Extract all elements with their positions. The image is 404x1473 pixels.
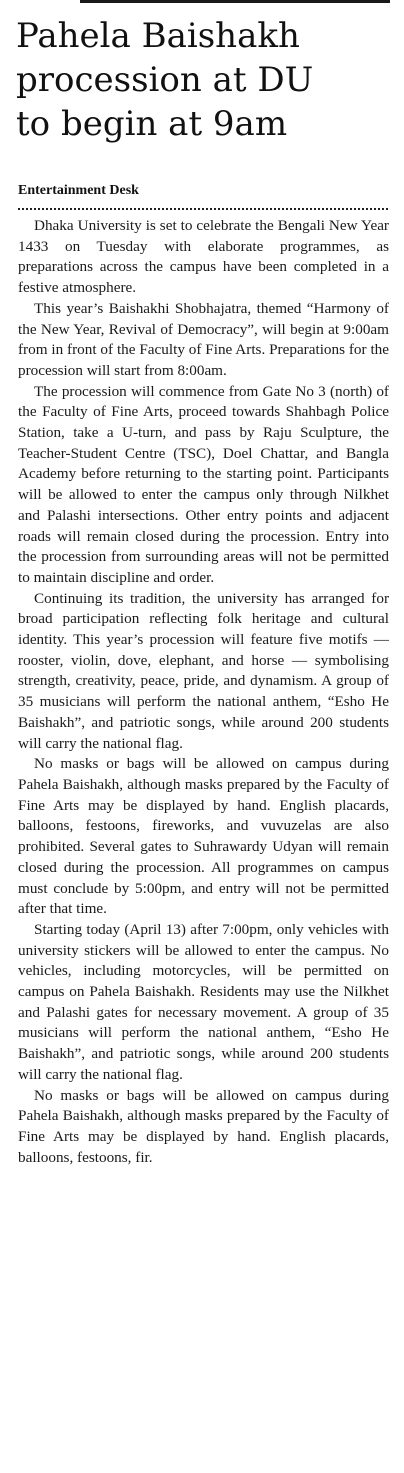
paragraph-1: Dhaka University is set to celebrate the Bengali New Year 1433 on Tuesday with elaborate programmes, as preparations across the campus have been completed in a festive atmosphere. — [18, 217, 389, 297]
headline-line-3: to begin at 9am — [16, 104, 288, 144]
paragraph-3: The procession will commence from Gate No 3 (north) of the Faculty of Fine Arts, proceed towards Shahbagh Police Station, take a U-turn, and pass by Raju Sculpture, the Teacher-Student Centre (TSC), Doel Chattar, and Bangla Academy before returning to the starting point. Participants will be allowed to enter the campus only through Nilkhet and Palashi intersections. Other entry points and adjacent roads will remain closed during the procession. Entry into the procession from surrounding areas will not be permitted to maintain discipline and order. — [18, 382, 389, 586]
headline-line-2: procession at DU — [16, 60, 314, 100]
paragraph-7: No masks or bags will be allowed on campus during Pahela Baishakh, although masks prepared by the Faculty of Fine Arts may be displayed by hand. English placards, balloons, festoons, fir. — [18, 1086, 389, 1166]
paragraph-5: No masks or bags will be allowed on campus during Pahela Baishakh, although masks prepared by the Faculty of Fine Arts may be displayed by hand. English placards, balloons, festoons, fireworks, and vuvuzelas are also prohibited. Several gates to Suhrawardy Udyan will remain closed during the procession. All programmes on campus must conclude by 5:00pm, and entry will not be permitted after that time. — [18, 755, 389, 918]
top-rule — [80, 0, 390, 3]
article-headline — [16, 14, 388, 146]
paragraph-2: This year’s Baishakhi Shobhajatra, themed “Harmony of the New Year, Revival of Democracy”, will begin at 9:00am from in front of the Faculty of Fine Arts. Preparations for the procession will start from 8:00am. — [18, 299, 389, 379]
paragraph-6: Starting today (April 13) after 7:00pm, only vehicles with university stickers will be allowed to enter the campus. No vehicles, including motorcycles, will be permitted on campus on Pahela Baishakh. Residents may use the Nilkhet and Palashi gates for necessary movement. A group of 35 musicians will perform the national anthem, “Esho He Baishakh”, and patriotic songs, while around 200 students will carry the national flag. — [18, 920, 389, 1083]
dotted-divider — [18, 208, 388, 210]
paragraph-4: Continuing its tradition, the university has arranged for broad participation reflecting folk heritage and cultural identity. This year’s procession will feature five motifs — rooster, violin, dove, elephant, and horse — symbolising strength, creativity, peace, pride, and dynamism. A group of 35 musicians will perform the national anthem, “Esho He Baishakh”, and patriotic songs, while around 200 students will carry the national flag. — [18, 589, 389, 752]
byline: Entertainment Desk — [18, 183, 139, 198]
headline-line-1: Pahela Baishakh — [16, 16, 300, 56]
article-body — [18, 216, 389, 1168]
